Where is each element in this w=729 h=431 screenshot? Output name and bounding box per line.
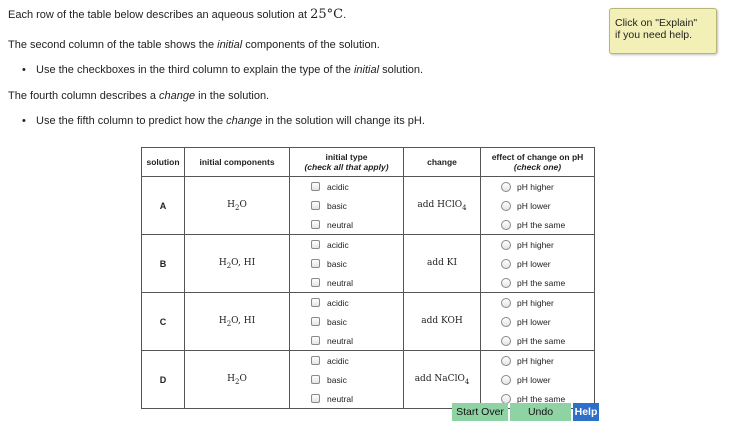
intro-line-2: The second column of the table shows the initial components of the solution. (8, 39, 380, 51)
table-row (142, 351, 595, 409)
radio-button[interactable] (501, 278, 511, 288)
initial-components: $H_2O$, HI (185, 235, 290, 293)
type-option[interactable] (290, 293, 403, 312)
header-initial-type: initial type (check all that apply) (290, 148, 404, 177)
option-label: pH higher (517, 239, 554, 250)
type-option[interactable] (290, 235, 403, 254)
header-effect: effect of change on pH (check one) (481, 148, 595, 177)
header-change: change (404, 148, 481, 177)
effect-option[interactable] (481, 312, 594, 331)
checkbox[interactable] (311, 220, 320, 229)
radio-button[interactable] (501, 259, 511, 269)
table-row (142, 235, 595, 293)
row-label: A (142, 177, 185, 235)
type-option[interactable] (290, 389, 403, 408)
radio-button[interactable] (501, 336, 511, 346)
solutions-table (141, 147, 595, 409)
option-label: neutral (327, 219, 353, 230)
effect-option[interactable] (481, 273, 594, 292)
initial-type-options (290, 293, 404, 351)
initial-components: $H_2O$ (185, 351, 290, 409)
row-label: D (142, 351, 185, 409)
option-label: pH higher (517, 181, 554, 192)
option-label: acidic (327, 355, 349, 366)
bullet-1: • Use the checkboxes in the third column to explain the type of the initial solution. (22, 64, 424, 76)
radio-button[interactable] (501, 356, 511, 366)
header-initial-components: initial components (185, 148, 290, 177)
type-option[interactable] (290, 312, 403, 331)
option-label: pH higher (517, 355, 554, 366)
effect-option[interactable] (481, 215, 594, 234)
type-option[interactable] (290, 254, 403, 273)
option-label: pH higher (517, 297, 554, 308)
option-label: basic (327, 316, 347, 327)
type-option[interactable] (290, 370, 403, 389)
option-label: pH lower (517, 316, 551, 327)
type-option[interactable] (290, 177, 403, 196)
effect-option[interactable] (481, 370, 594, 389)
option-label: basic (327, 200, 347, 211)
intro-line-1: Each row of the table below describes an aqueous solution at 25°C. (8, 7, 347, 22)
row-label: B (142, 235, 185, 293)
checkbox[interactable] (311, 336, 320, 345)
effect-option[interactable] (481, 254, 594, 273)
radio-button[interactable] (501, 220, 511, 230)
effect-option[interactable] (481, 351, 594, 370)
effect-option[interactable] (481, 235, 594, 254)
explain-help-note: Click on "Explain" if you need help. (609, 8, 717, 54)
option-label: acidic (327, 297, 349, 308)
type-option[interactable] (290, 331, 403, 350)
checkbox[interactable] (311, 240, 320, 249)
initial-components: $H_2O$, HI (185, 293, 290, 351)
checkbox[interactable] (311, 298, 320, 307)
initial-type-options (290, 351, 404, 409)
option-label: basic (327, 258, 347, 269)
change: add HClO$_4$ (404, 177, 481, 235)
effect-options (481, 235, 595, 293)
type-option[interactable] (290, 273, 403, 292)
initial-type-options (290, 235, 404, 293)
option-label: pH lower (517, 374, 551, 385)
radio-button[interactable] (501, 182, 511, 192)
type-option[interactable] (290, 351, 403, 370)
checkbox[interactable] (311, 394, 320, 403)
option-label: acidic (327, 181, 349, 192)
effect-option[interactable] (481, 177, 594, 196)
undo-button[interactable]: Undo (510, 403, 571, 421)
effect-options (481, 293, 595, 351)
checkbox[interactable] (311, 317, 320, 326)
initial-components: $H_2O$ (185, 177, 290, 235)
radio-button[interactable] (501, 298, 511, 308)
row-label: C (142, 293, 185, 351)
checkbox[interactable] (311, 259, 320, 268)
checkbox[interactable] (311, 375, 320, 384)
option-label: neutral (327, 277, 353, 288)
radio-button[interactable] (501, 240, 511, 250)
option-label: pH the same (517, 277, 566, 288)
radio-button[interactable] (501, 375, 511, 385)
option-label: pH lower (517, 200, 551, 211)
effect-option[interactable] (481, 293, 594, 312)
header-solution: solution (142, 148, 185, 177)
effect-options (481, 351, 595, 409)
checkbox[interactable] (311, 182, 320, 191)
initial-type-options (290, 177, 404, 235)
radio-button[interactable] (501, 201, 511, 211)
change: add NaClO$_4$ (404, 351, 481, 409)
effect-option[interactable] (481, 196, 594, 215)
change: add KI (404, 235, 481, 293)
option-label: pH the same (517, 335, 566, 346)
radio-button[interactable] (501, 317, 511, 327)
bullet-2: • Use the fifth column to predict how the change in the solution will change its pH. (22, 115, 425, 127)
temperature: 25°C (310, 7, 344, 22)
type-option[interactable] (290, 215, 403, 234)
effect-options (481, 177, 595, 235)
option-label: neutral (327, 393, 353, 404)
checkbox[interactable] (311, 201, 320, 210)
option-label: pH lower (517, 258, 551, 269)
radio-button[interactable] (501, 394, 511, 404)
table-row (142, 177, 595, 235)
effect-option[interactable] (481, 331, 594, 350)
start-over-button[interactable]: Start Over (452, 403, 508, 421)
intro-line-3: The fourth column describes a change in the solution. (8, 90, 270, 102)
help-button[interactable]: Help (573, 403, 599, 421)
table-row (142, 293, 595, 351)
option-label: pH the same (517, 393, 566, 404)
checkbox[interactable] (311, 278, 320, 287)
checkbox[interactable] (311, 356, 320, 365)
type-option[interactable] (290, 196, 403, 215)
option-label: pH the same (517, 219, 566, 230)
option-label: basic (327, 374, 347, 385)
option-label: neutral (327, 335, 353, 346)
change: add KOH (404, 293, 481, 351)
option-label: acidic (327, 239, 349, 250)
